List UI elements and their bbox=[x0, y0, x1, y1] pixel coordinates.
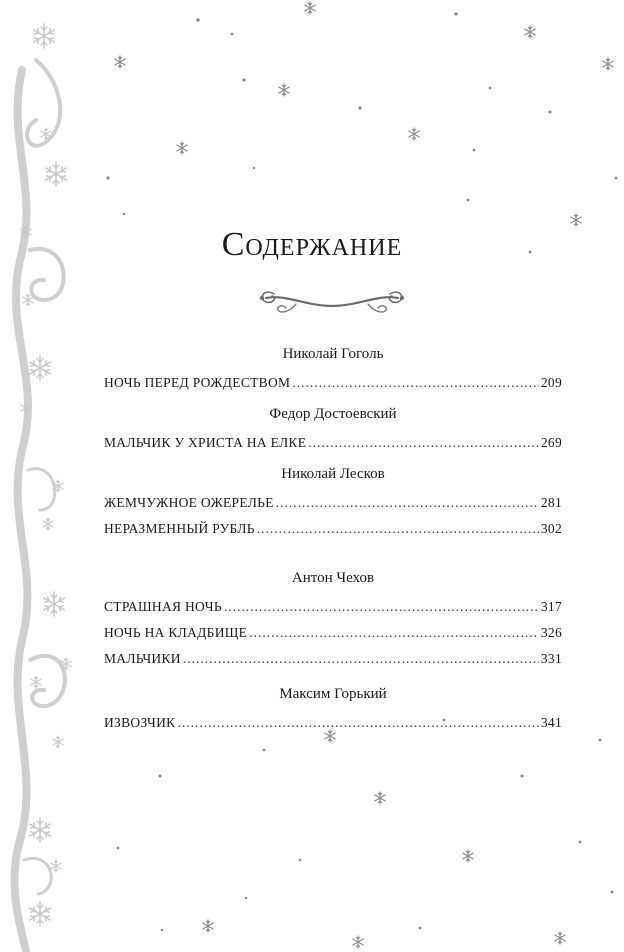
entry-title: НЕРАЗМЕННЫЙ РУБЛЬ bbox=[104, 521, 255, 536]
entry-page: 317 bbox=[540, 599, 562, 614]
author-name: Николай Гоголь bbox=[282, 346, 384, 362]
toc-entry[interactable] bbox=[104, 490, 562, 516]
entry-page: 302 bbox=[540, 521, 562, 536]
author-name: Федор Достоевский bbox=[269, 406, 397, 422]
dot-leader bbox=[183, 646, 539, 672]
toc-section bbox=[104, 568, 562, 680]
entry-page: 269 bbox=[540, 435, 562, 450]
toc-entry[interactable] bbox=[104, 620, 562, 646]
dot-leader bbox=[224, 594, 539, 620]
entry-title: ЖЕМЧУЖНОЕ ОЖЕРЕЛЬЕ bbox=[104, 495, 274, 510]
dot-leader bbox=[257, 516, 539, 542]
toc-section bbox=[104, 464, 562, 552]
dot-leader bbox=[308, 430, 539, 456]
title-flourish-ornament bbox=[256, 284, 408, 320]
snowflake-icon bbox=[21, 24, 71, 926]
dot-leader bbox=[249, 620, 539, 646]
author-name: Николай Лесков bbox=[281, 466, 385, 482]
entry-title: СТРАШНАЯ НОЧЬ bbox=[104, 599, 222, 614]
entry-title: МАЛЬЧИК У ХРИСТА НА ЕЛКЕ bbox=[104, 435, 307, 450]
entry-title: МАЛЬЧИКИ bbox=[104, 651, 181, 666]
toc-section bbox=[104, 404, 562, 464]
dot-leader bbox=[177, 710, 538, 736]
toc-entry[interactable] bbox=[104, 646, 562, 672]
table-of-contents bbox=[104, 344, 562, 744]
swirl-border-ornament bbox=[14, 60, 64, 950]
entry-page: 326 bbox=[540, 625, 562, 640]
entry-page: 281 bbox=[540, 495, 562, 510]
author-name: Антон Чехов bbox=[291, 570, 375, 586]
toc-entry[interactable] bbox=[104, 710, 562, 736]
entry-title: ИЗВОЗЧИК bbox=[104, 715, 176, 730]
toc-entry[interactable] bbox=[104, 594, 562, 620]
toc-entry[interactable] bbox=[104, 370, 562, 396]
entry-page: 341 bbox=[540, 715, 562, 730]
page-title: Содержание bbox=[221, 226, 403, 263]
toc-section bbox=[104, 684, 562, 744]
toc-entry[interactable] bbox=[104, 430, 562, 456]
toc-entry[interactable] bbox=[104, 516, 562, 542]
entry-title: НОЧЬ ПЕРЕД РОЖДЕСТВОМ bbox=[104, 375, 291, 390]
author-name: Максим Горький bbox=[279, 686, 387, 702]
entry-page: 331 bbox=[540, 651, 562, 666]
dot-leader bbox=[292, 370, 539, 396]
entry-title: НОЧЬ НА КЛАДБИЩЕ bbox=[104, 625, 248, 640]
dot-leader bbox=[276, 490, 539, 516]
entry-page: 209 bbox=[540, 375, 562, 390]
toc-section bbox=[104, 344, 562, 404]
